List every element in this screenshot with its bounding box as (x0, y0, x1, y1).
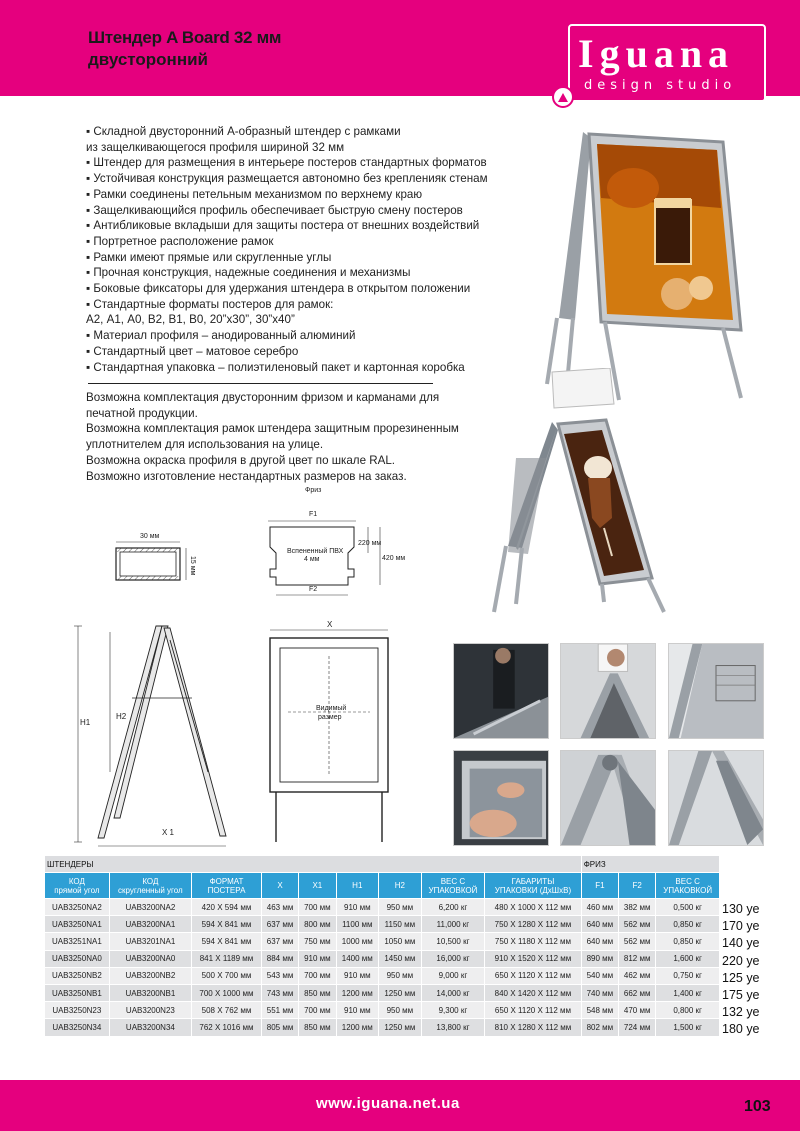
table-cell: 850 мм (299, 984, 336, 1001)
table-row (45, 1002, 720, 1019)
price-value: 140 уе (722, 936, 760, 951)
feature-line: ▪ Прочная конструкция, надежные соединения и механизмы (86, 266, 411, 280)
table-cell: 508 X 762 мм (192, 1002, 262, 1019)
table-cell: 594 X 841 мм (192, 916, 262, 933)
note-line: печатной продукции. (86, 406, 198, 420)
table-cell: 1,500 кг (656, 1019, 720, 1036)
table-cell: 420 X 594 мм (192, 899, 262, 916)
logo-name: Iguana (578, 31, 735, 76)
table-cell: 462 мм (619, 967, 656, 984)
table-row (45, 950, 720, 967)
table-cell: 543 мм (261, 967, 298, 984)
front-view-drawing (266, 626, 392, 848)
column-header (656, 873, 720, 899)
feature-line: ▪ Складной двусторонний А-образный штендер с рамками (86, 125, 401, 138)
note-line: Возможно изготовление нестандартных размеров на заказ. (86, 469, 407, 483)
table-cell: 594 X 841 мм (192, 933, 262, 950)
table-cell: 910 мм (336, 967, 379, 984)
column-header (45, 873, 110, 899)
table-cell: 640 мм (581, 916, 618, 933)
table-cell: 0,750 кг (656, 967, 720, 984)
note-line: Возможна комплектация рамок штендера защитным прорезиненным (86, 422, 459, 436)
feature-line: ▪ Штендер для размещения в интерьере постеров стандартных форматов (86, 156, 487, 170)
table-row (45, 916, 720, 933)
detail-photo-snap-frame (453, 750, 549, 846)
column-header-line: ВЕС С (440, 876, 466, 886)
table-cell: 1,400 кг (656, 984, 720, 1001)
profile-section-drawing (112, 540, 192, 586)
table-cell: UAB3250N34 (45, 1019, 110, 1036)
table-cell: 750 X 1180 X 112 мм (485, 933, 581, 950)
side-h2-label: H2 (116, 712, 127, 721)
table-row (45, 967, 720, 984)
table-row (45, 899, 720, 916)
table-cell: 700 мм (299, 967, 336, 984)
table-cell: UAB3250NA1 (45, 916, 110, 933)
frieze-title: Фриз (305, 487, 322, 494)
table-cell: 890 мм (581, 950, 618, 967)
column-header-subline: скругленный угол (118, 885, 183, 895)
table-cell: 740 мм (581, 984, 618, 1001)
feature-list (86, 124, 526, 375)
table-cell: UAB3250N23 (45, 1002, 110, 1019)
options-notes (86, 390, 516, 484)
table-cell: 1200 мм (336, 1019, 379, 1036)
frieze-f2-label: F2 (309, 586, 318, 593)
column-header-line: H2 (394, 881, 405, 890)
table-cell: 0,850 кг (656, 933, 720, 950)
column-header-subline: прямой угол (54, 885, 100, 895)
table-cell: UAB3200N34 (109, 1019, 191, 1036)
table-cell: 743 мм (261, 984, 298, 1001)
spec-table (44, 855, 720, 1037)
column-header-line: КОД (68, 876, 85, 886)
page-subtitle: двусторонний (88, 50, 208, 69)
table-cell: 0,850 кг (656, 916, 720, 933)
logo-subtitle: design studio (584, 78, 737, 93)
feature-line: ▪ Рамки имеют прямые или скругленные углы (86, 250, 332, 264)
table-cell: UAB3200NB1 (109, 984, 191, 1001)
frieze-height-420-label: 420 мм (382, 555, 406, 562)
column-header (619, 873, 656, 899)
column-header-subline: ПОСТЕРА (207, 885, 246, 895)
table-cell: 750 мм (299, 933, 336, 950)
feature-line: А2, А1, А0, В2, В1, В0, 20”х30”, 30”х40” (86, 313, 295, 327)
column-header-line: ГАБАРИТЫ (511, 876, 555, 886)
column-header-subline: УПАКОВКОЙ (663, 885, 713, 895)
table-cell: 1450 мм (379, 950, 422, 967)
table-cell: 1250 мм (379, 984, 422, 1001)
table-row (45, 1019, 720, 1036)
column-header-line: F2 (632, 881, 642, 890)
column-header (379, 873, 422, 899)
table-cell: 650 X 1120 X 112 мм (485, 967, 581, 984)
table-row (45, 933, 720, 950)
section-frieze: ФРИЗ (581, 856, 719, 873)
table-cell: 14,000 кг (421, 984, 485, 1001)
price-value: 220 уе (722, 953, 760, 968)
column-header-line: F1 (595, 881, 605, 890)
price-value: 175 уе (722, 988, 760, 1003)
frieze-f1-label: F1 (309, 511, 318, 518)
table-cell: 700 мм (299, 1002, 336, 1019)
note-line: Возможна окраска профиля в другой цвет по шкале RAL. (86, 453, 396, 467)
table-cell: 662 мм (619, 984, 656, 1001)
frieze-thickness-label: 4 мм (304, 556, 320, 563)
price-value: 132 уе (722, 1005, 760, 1020)
table-cell: 6,200 кг (421, 899, 485, 916)
table-cell: 1050 мм (379, 933, 422, 950)
table-cell: 700 X 1000 мм (192, 984, 262, 1001)
table-cell: UAB3201NA1 (109, 933, 191, 950)
column-header-line: X (277, 881, 283, 890)
table-cell: 910 мм (336, 899, 379, 916)
table-cell: 762 X 1016 мм (192, 1019, 262, 1036)
note-line: Возможна комплектация двусторонним фризом и карманами для (86, 391, 440, 404)
table-cell: UAB3200NA0 (109, 950, 191, 967)
table-cell: 16,000 кг (421, 950, 485, 967)
table-cell: 11,000 кг (421, 916, 485, 933)
frieze-height-220-label: 220 мм (358, 540, 382, 547)
column-header (485, 873, 581, 899)
table-cell: 1000 мм (336, 933, 379, 950)
table-cell: 1100 мм (336, 916, 379, 933)
table-cell: UAB3250NB1 (45, 984, 110, 1001)
detail-photo-brochure-pocket (668, 643, 764, 739)
table-cell: 480 X 1000 X 112 мм (485, 899, 581, 916)
table-cell: 382 мм (619, 899, 656, 916)
note-line: уплотнителем для использования на улице. (86, 438, 324, 452)
table-cell: 650 X 1120 X 112 мм (485, 1002, 581, 1019)
table-cell: 910 X 1520 X 112 мм (485, 950, 581, 967)
table-cell: UAB3251NA1 (45, 933, 110, 950)
feature-line: из защелкивающегося профиля шириной 32 мм (86, 140, 345, 154)
table-cell: 910 мм (299, 950, 336, 967)
table-cell: 800 мм (299, 916, 336, 933)
table-cell: 750 X 1280 X 112 мм (485, 916, 581, 933)
front-x-label: X (327, 620, 333, 629)
table-cell: 884 мм (261, 950, 298, 967)
feature-line: ▪ Материал профиля – анодированный алюминий (86, 329, 356, 343)
iguana-logo[interactable] (568, 24, 766, 102)
table-cell: 9,300 кг (421, 1002, 485, 1019)
profile-height-label: 15 мм (189, 556, 196, 576)
price-value: 180 уе (722, 1022, 760, 1037)
table-cell: 1150 мм (379, 916, 422, 933)
feature-line: ▪ Стандартные форматы постеров для рамок: (86, 297, 334, 311)
divider (88, 383, 433, 384)
table-cell: 463 мм (261, 899, 298, 916)
column-header (192, 873, 262, 899)
table-cell: 1,600 кг (656, 950, 720, 967)
feature-line: ▪ Устойчивая конструкция размещается автономно без крепленияк стенам (86, 172, 488, 186)
table-cell: 500 X 700 мм (192, 967, 262, 984)
section-stands: ШТЕНДЕРЫ (45, 856, 582, 873)
side-h1-label: H1 (80, 718, 91, 727)
price-value: 130 уе (722, 902, 760, 916)
price-column (722, 901, 782, 1039)
table-cell: 548 мм (581, 1002, 618, 1019)
column-header-line: H1 (352, 881, 363, 890)
column-header (421, 873, 485, 899)
table-cell: 13,800 кг (421, 1019, 485, 1036)
detail-photo-hinge (560, 750, 656, 846)
column-header-subline: УПАКОВКИ (ДхШхВ) (494, 885, 572, 895)
table-cell: 810 X 1280 X 112 мм (485, 1019, 581, 1036)
table-cell: 700 мм (299, 899, 336, 916)
table-cell: 805 мм (261, 1019, 298, 1036)
column-header-subline: УПАКОВКОЙ (428, 885, 478, 895)
table-cell: 1400 мм (336, 950, 379, 967)
page-number: 103 (744, 1098, 771, 1115)
table-cell: UAB3200N23 (109, 1002, 191, 1019)
feature-line: ▪ Боковые фиксаторы для удержания штендера в открытом положении (86, 282, 471, 296)
page-title: Штендер A Board 32 мм (88, 28, 282, 47)
table-cell: 640 мм (581, 933, 618, 950)
table-cell: UAB3200NA1 (109, 916, 191, 933)
table-cell: 9,000 кг (421, 967, 485, 984)
table-cell: 551 мм (261, 1002, 298, 1019)
table-header-row (45, 873, 720, 899)
table-cell: 1250 мм (379, 1019, 422, 1036)
table-cell: UAB3250NB2 (45, 967, 110, 984)
table-cell: 1200 мм (336, 984, 379, 1001)
front-visible-label-2: размер (318, 714, 342, 721)
table-cell: 950 мм (379, 1002, 422, 1019)
website-link[interactable]: www.iguana.net.ua (316, 1095, 460, 1112)
frieze-material-label: Вспененный ПВХ (287, 548, 344, 555)
column-header (109, 873, 191, 899)
table-body (45, 899, 720, 1037)
column-header-line: X1 (312, 881, 323, 890)
table-cell: UAB3200NA2 (109, 899, 191, 916)
feature-line: ▪ Стандартный цвет – матовое серебро (86, 344, 299, 358)
profile-width-label: 30 мм (140, 533, 160, 540)
column-header-line: КОД (142, 876, 159, 886)
table-cell: 540 мм (581, 967, 618, 984)
table-cell: UAB3250NA2 (45, 899, 110, 916)
table-cell: 460 мм (581, 899, 618, 916)
table-cell: 470 мм (619, 1002, 656, 1019)
table-cell: 950 мм (379, 967, 422, 984)
column-header-line: ФОРМАТ (209, 876, 244, 886)
table-cell: 812 мм (619, 950, 656, 967)
feature-line: ▪ Портретное расположение рамок (86, 234, 274, 248)
side-view-drawing (72, 622, 242, 854)
logo-badge-icon (552, 86, 574, 108)
table-cell: 0,500 кг (656, 899, 720, 916)
table-cell: 637 мм (261, 933, 298, 950)
product-photo-stand-dessert (488, 368, 678, 616)
column-header (261, 873, 298, 899)
table-cell: 802 мм (581, 1019, 618, 1036)
column-header (581, 873, 618, 899)
column-header (336, 873, 379, 899)
table-cell: UAB3200NB2 (109, 967, 191, 984)
price-value: 125 уе (722, 970, 760, 985)
front-visible-label: Видимый (316, 705, 347, 712)
feature-line: ▪ Рамки соединены петельным механизмом по верхнему краю (86, 187, 423, 201)
side-x1-label: X 1 (162, 828, 175, 837)
table-cell: 562 мм (619, 933, 656, 950)
table-cell: 841 X 1189 мм (192, 950, 262, 967)
table-cell: 950 мм (379, 899, 422, 916)
feature-line: ▪ Защелкивающийся профиль обеспечивает быструю смену постеров (86, 203, 463, 217)
table-cell: UAB3250NA0 (45, 950, 110, 967)
table-cell: 850 мм (299, 1019, 336, 1036)
column-header-line: ВЕС С (675, 876, 700, 886)
feature-line: ▪ Стандартная упаковка – полиэтиленовый пакет и картонная коробка (86, 360, 465, 374)
table-cell: 840 X 1420 X 112 мм (485, 984, 581, 1001)
price-value: 170 уе (722, 919, 760, 934)
feature-line: ▪ Антибликовые вкладыши для защиты постера от внешних воздействий (86, 219, 480, 233)
detail-photo-frieze-insert (560, 643, 656, 739)
table-cell: 724 мм (619, 1019, 656, 1036)
table-row (45, 984, 720, 1001)
detail-photo-assembly (453, 643, 549, 739)
table-cell: 0,800 кг (656, 1002, 720, 1019)
detail-photo-side-lock (668, 750, 764, 846)
table-cell: 910 мм (336, 1002, 379, 1019)
column-header (299, 873, 336, 899)
table-cell: 637 мм (261, 916, 298, 933)
table-cell: 562 мм (619, 916, 656, 933)
table-cell: 10,500 кг (421, 933, 485, 950)
